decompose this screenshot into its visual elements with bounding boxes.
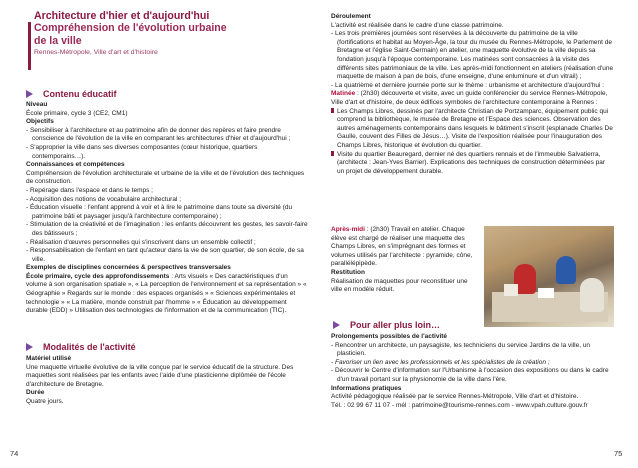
- niveau-heading: Niveau: [26, 101, 48, 108]
- title-accent-bar: [28, 22, 31, 70]
- connaissances-intro: Compréhension de l'évolution architecturale et urbaine de la ville et de l'évolution des techniques de construction.: [26, 169, 305, 186]
- triangle-bullet-icon: [333, 321, 340, 329]
- site-item: Visite du quartier Beauregard, dernier né des quartiers rennais et de l'immeuble Salvatierra, (architecte : Jean-Yves Barrier). Explications des techniques de construction déterminées par un projet de développement durable.: [331, 151, 614, 177]
- list-item: - Favoriser un lien avec les professionnels et les spécialistes de la création ;: [331, 358, 550, 366]
- list-item: - Éducation visuelle : l'enfant apprend à voir et à lire le patrimoine dans toute sa diversité (du patrimoine bâti et paysager jusqu'à l'architecture contemporaine) ;: [26, 204, 293, 220]
- restitution-heading: Restitution: [331, 268, 365, 276]
- list-item: - Acquisition des notions de vocabulaire architectural ;: [26, 195, 182, 203]
- list-item: - Stimulation de la créativité et de l'imagination : les enfants découvrent les gestes, les savoir-faire des bâtisseurs ;: [26, 221, 308, 237]
- exemples-text: École primaire, cycle des approfondissements : Arts visuels « Des caractéristiques d'un volume à son organisation spatiale », « La perception de l'environnement et sa représentation » « Géographie » Regards sur le monde : des espaces organisés » « Sciences expérimentales et technologie » « La matière, monde construit par l'homme » « Éducation au développement durable (EDD) » Utilisation des technologies de l'information et de la communication (TIC).: [26, 272, 307, 315]
- deroulement-body: [331, 13, 614, 176]
- infos-heading: Informations pratiques: [331, 384, 402, 392]
- objectifs-heading: Objectifs: [26, 118, 54, 126]
- contenu-body: [26, 101, 309, 316]
- deroulement-heading: Déroulement: [331, 13, 371, 20]
- section-plus-loin: Pour aller plus loin…: [333, 320, 440, 330]
- list-item: - Repérage dans l'espace et dans le temps ;: [26, 186, 153, 194]
- apresmidi-text: Après-midi : (2h30) Travail en atelier. Chaque élève est chargé de réaliser une maquette des Champs Libres, en s'imprégnant des formes et volumes utilisés par l'architecte : pyramide, cône, parallélépipède.: [331, 226, 473, 268]
- list-item: - La quatrième et dernière journée porte sur le thème : urbanisme et architecture d'aujourd'hui :: [331, 81, 605, 89]
- triangle-bullet-icon: [26, 343, 33, 351]
- site-item: Les Champs Libres, dessinés par l'architecte Christian de Portzamparc, équipement public qui comprend la bibliothèque, le musée de Bretagne et l'Espace des sciences. Observation des autres aménagements contemporains dans lesquels le bâtiment s'inscrit (esplanade Charles De Gaulle, couvent des Filles de Jésus…). Visite de l'exposition réalisée pour l'inauguration des Champs Libres, historique et évolution du quartier.: [331, 108, 614, 151]
- niveau-text: École primaire, cycle 3 (CE2, CM1): [26, 109, 128, 117]
- triangle-bullet-icon: [26, 90, 33, 98]
- contact-line: Tél. : 02 99 67 11 07 - mél : patrimoine@tourisme-rennes.com - www.vpah.culture.gouv.fr: [331, 401, 588, 409]
- connaissances-heading: Connaissances et compétences: [26, 161, 125, 169]
- list-item: - S'approprier la ville dans ses diverses composantes (cœur historique, quartiers contemporains…).: [26, 143, 258, 160]
- exemples-heading: Exemples de disciplines concernées & perspectives transversales: [26, 264, 231, 272]
- duree-heading: Durée: [26, 389, 45, 397]
- prolongements-heading: Prolongements possibles de l'activité: [331, 333, 448, 340]
- restitution-text: Réalisation de maquettes pour reconstituer une ville en modèle réduit.: [331, 277, 468, 294]
- page-number-left: 74: [10, 449, 19, 458]
- duree-text: Quatre jours.: [26, 397, 64, 405]
- square-bullet-icon: [331, 108, 334, 113]
- list-item: - Responsabilisation de l'enfant en tant qu'acteur dans la vie de son quartier, de son école, de sa ville.: [26, 247, 304, 263]
- square-bullet-icon: [331, 151, 334, 156]
- matinee-text: Matinée : (2h30) découverte et visite, avec un guide conférencier du service Rennes-Métropole, Ville d'art et d'histoire, de deux édifices symboles de l'architecture contemporaine à Rennes :: [331, 90, 608, 106]
- apresmidi-body: [331, 226, 479, 295]
- list-item: - Découvrir le Centre d'information sur l'Urbanisme à l'occasion des expositions ou dans le cadre d'un travail portant sur la physionomie de la ville dans l'ère.: [331, 367, 609, 383]
- list-item: - Les trois premières journées sont réservées à la découverte du patrimoine de la ville (fortifications et habitat au Moyen-Âge, la tour du musée du Rennes-Métropole, le Parlement de Bretagne et l'église Saint-Germain) en atelier, une maquette évolutive de la ville depuis sa fondation jusqu'à l'époque contemporaine. Les matinées sont consacrées à la visite des différents sites patrimoniaux de la ville. Les après-midi fonctionnent en ateliers (réalisation d'une maquette de maison à pan de bois, d'une enseigne, d'une enluminure et d'un vitrail) ;: [331, 30, 614, 81]
- modalites-body: [26, 355, 309, 407]
- page-title: Architecture d'hier et d'aujourd'hui: [34, 10, 210, 22]
- infos-line: Activité pédagogique réalisée par le service Rennes-Métropole, Ville d'art et d'histoire.: [331, 393, 579, 401]
- list-item: - Rencontrer un architecte, un paysagiste, les techniciens du service Jardins de la ville, un plasticien.: [331, 341, 591, 358]
- page-title-line2: Compréhension de l'évolution urbaine: [34, 22, 227, 34]
- section-contenu-educatif: Contenu éducatif: [26, 89, 117, 99]
- list-item: - Sensibiliser à l'architecture et au patrimoine afin de donner des repères et faire prendre conscience de l'évolution de la ville en comparant les architectures d'hier et d'aujourd'hui ;: [26, 126, 291, 143]
- section-modalites: Modalités de l'activité: [26, 342, 136, 352]
- materiel-heading: Matériel utilisé: [26, 355, 72, 362]
- materiel-text: Une maquette virtuelle évolutive de la ville conçue par le service éducatif de la structure. Des maquettes sont réalisées par les enfants avec l'aide d'une plasticienne diplômée de l'école d'architecture de Bretagne.: [26, 363, 294, 388]
- plus-loin-body: [331, 333, 614, 410]
- list-item: - Réalisation d'œuvres personnelles qui s'inscrivent dans un ensemble collectif ;: [26, 238, 256, 246]
- workshop-photo: [484, 226, 614, 327]
- page-subtitle: Rennes-Métropole, Ville d'art et d'histoire: [34, 49, 158, 56]
- deroulement-intro: L'activité est réalisée dans le cadre d'une classe patrimoine.: [331, 21, 504, 29]
- page-title-line3: de la ville: [34, 34, 82, 47]
- page-number-right: 75: [614, 449, 623, 458]
